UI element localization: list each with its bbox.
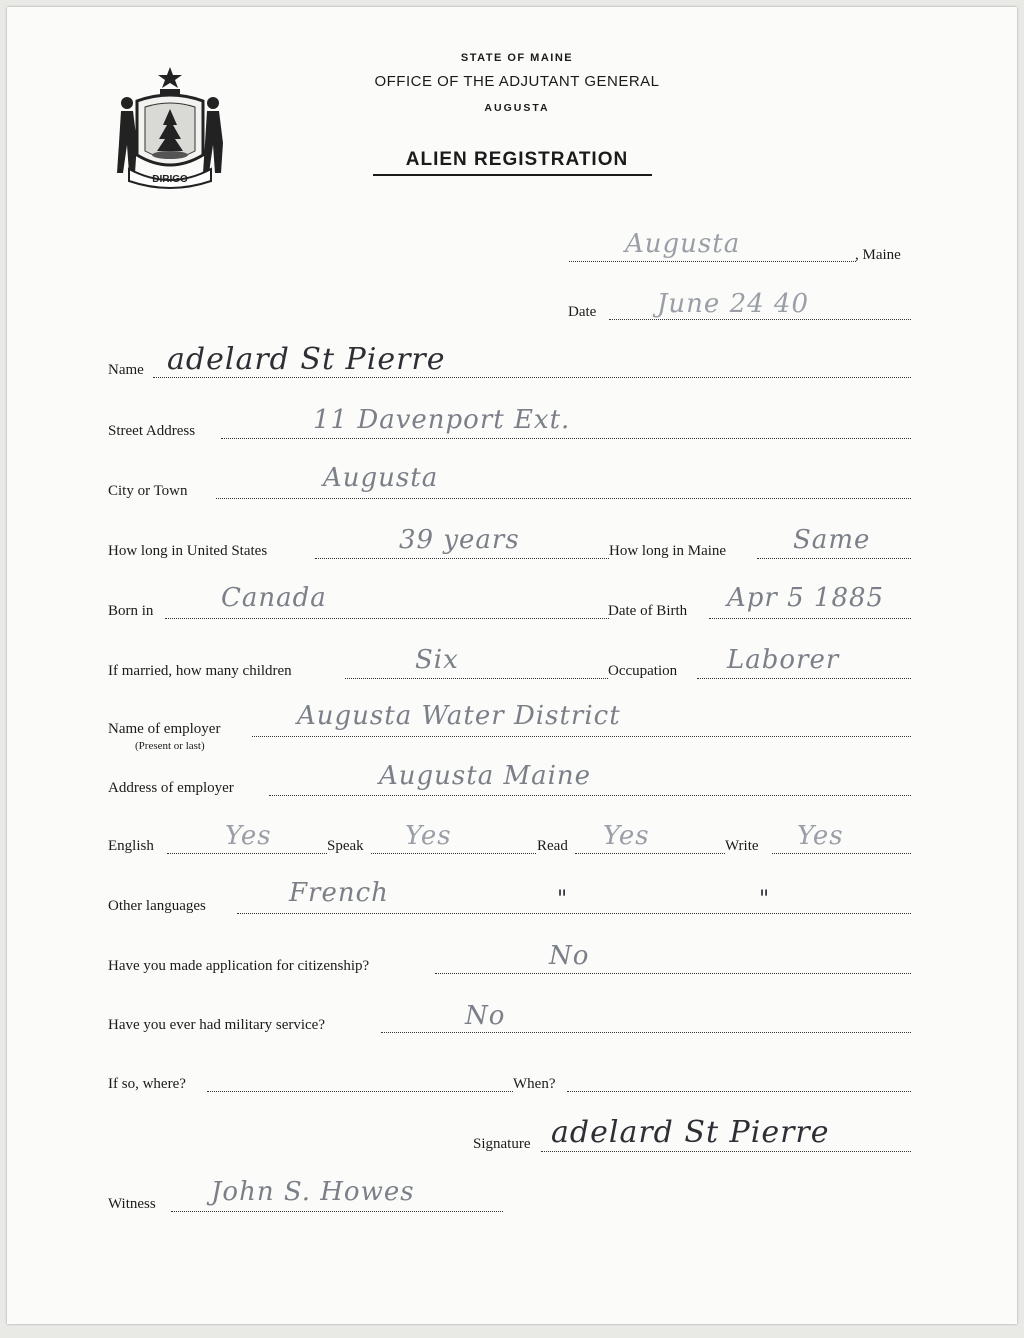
other-languages-entry: French [289, 878, 389, 908]
date-label: Date [568, 304, 597, 320]
signature-label: Signature [473, 1136, 531, 1152]
place-line [569, 261, 856, 262]
signature-entry: adelard St Pierre [551, 1115, 830, 1150]
occupation-label: Occupation [608, 663, 678, 679]
read-line [575, 853, 725, 854]
place-entry: Augusta [625, 229, 741, 259]
maine-label: , Maine [855, 247, 901, 263]
english-line [167, 853, 327, 854]
citizenship-entry: No [549, 941, 590, 971]
born-in-label: Born in [108, 603, 154, 619]
city-town-line [216, 498, 911, 499]
read-label: Read [537, 838, 568, 854]
employer-address-entry: Augusta Maine [379, 761, 592, 791]
dob-label: Date of Birth [608, 603, 688, 619]
other-languages-label: Other languages [108, 898, 206, 914]
witness-label: Witness [108, 1196, 156, 1212]
military-entry: No [465, 1001, 506, 1031]
seal-motto: DIRIGO [152, 174, 188, 185]
header-city: AUGUSTA [484, 102, 550, 114]
write-line [772, 853, 911, 854]
form-title: ALIEN REGISTRATION [405, 149, 629, 170]
children-label: If married, how many children [108, 663, 292, 679]
speak-entry: Yes [405, 821, 452, 851]
signature-line [541, 1151, 911, 1152]
citizenship-line [435, 973, 911, 974]
employer-address-line [269, 795, 911, 796]
write-entry: Yes [797, 821, 844, 851]
born-in-entry: Canada [221, 583, 327, 613]
speak-line [371, 853, 536, 854]
witness-line [171, 1211, 503, 1212]
speak-label: Speak [327, 838, 364, 854]
when-line [567, 1091, 911, 1092]
us-years-entry: 39 years [399, 525, 520, 555]
when-label: When? [513, 1076, 556, 1092]
date-line [609, 319, 911, 320]
title-underline [373, 174, 652, 176]
english-entry: Yes [225, 821, 272, 851]
header-office: OFFICE OF THE ADJUTANT GENERAL [374, 73, 660, 90]
name-line [153, 377, 911, 378]
header-state: STATE OF MAINE [460, 52, 574, 64]
military-label: Have you ever had military service? [108, 1017, 325, 1033]
dob-entry: Apr 5 1885 [727, 583, 885, 613]
read-entry: Yes [603, 821, 650, 851]
name-label: Name [108, 362, 144, 378]
maine-years-label: How long in Maine [609, 543, 727, 559]
maine-state-seal-icon [111, 63, 229, 191]
employer-line [252, 736, 911, 737]
witness-entry: John S. Howes [211, 1177, 415, 1207]
employer-label: Name of employer [108, 721, 221, 737]
city-town-entry: Augusta [323, 463, 439, 493]
children-entry: Six [415, 645, 459, 675]
employer-note: (Present or last) [135, 740, 205, 752]
date-entry: June 24 40 [657, 289, 809, 319]
occupation-line [697, 678, 911, 679]
other-read-ditto: " [557, 887, 569, 912]
us-years-line [315, 558, 609, 559]
dob-line [709, 618, 911, 619]
maine-years-line [757, 558, 911, 559]
children-line [345, 678, 608, 679]
other-write-ditto: " [759, 887, 771, 912]
us-years-label: How long in United States [108, 543, 268, 559]
street-label: Street Address [108, 423, 196, 439]
other-languages-line [237, 913, 911, 914]
write-label: Write [725, 838, 759, 854]
street-line [221, 438, 911, 439]
where-label: If so, where? [108, 1076, 186, 1092]
name-entry: adelard St Pierre [167, 342, 446, 377]
employer-address-label: Address of employer [108, 780, 234, 796]
registration-form [7, 7, 1017, 1324]
english-label: English [108, 838, 154, 854]
city-town-label: City or Town [108, 483, 188, 499]
street-entry: 11 Davenport Ext. [313, 405, 571, 435]
military-line [381, 1032, 911, 1033]
where-line [207, 1091, 513, 1092]
occupation-entry: Laborer [727, 645, 840, 675]
born-in-line [165, 618, 609, 619]
employer-entry: Augusta Water District [297, 701, 621, 731]
maine-years-entry: Same [793, 525, 871, 555]
citizenship-label: Have you made application for citizenship? [108, 958, 370, 974]
